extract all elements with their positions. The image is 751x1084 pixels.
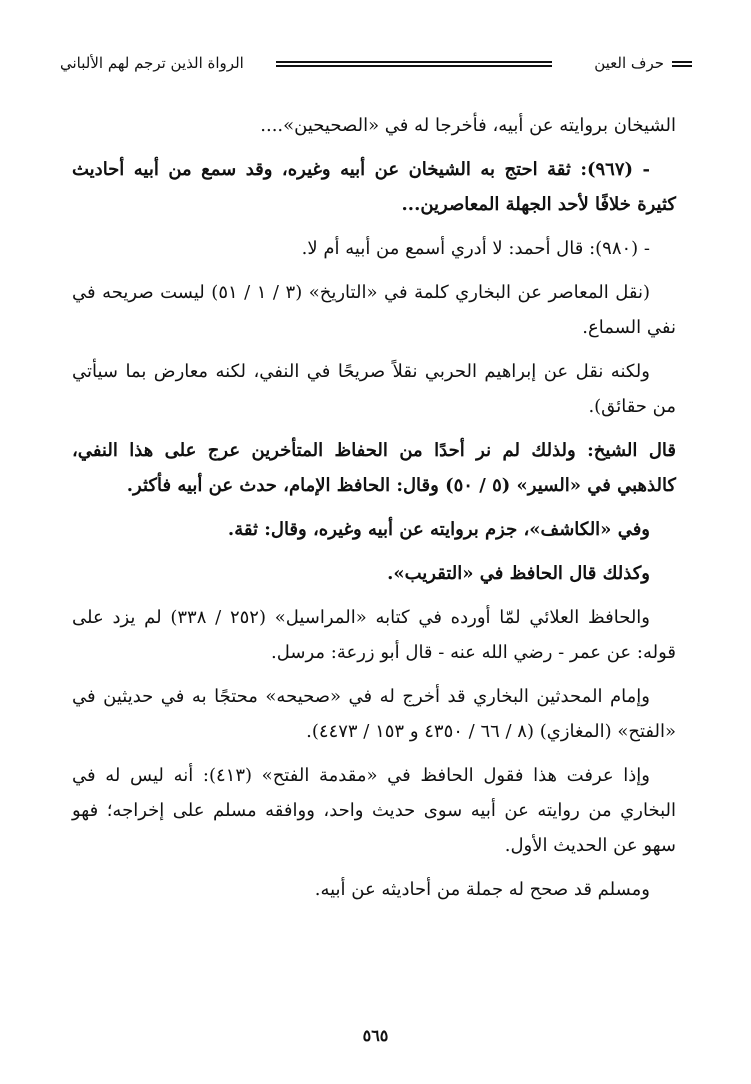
page-body	[72, 108, 676, 916]
paragraph-3: - (٩٨٠): قال أحمد: لا أدري أسمع من أبيه أم لا.	[301, 238, 650, 259]
paragraph-5: ولكنه نقل عن إبراهيم الحربي نقلاً صريحًا في النفي، لكنه معارض بما سيأتي من حقائق).	[72, 361, 676, 417]
header-rule	[276, 61, 552, 67]
running-header	[60, 52, 692, 78]
paragraph-7: وفي «الكاشف»، جزم بروايته عن أبيه وغيره، وقال: ثقة.	[227, 519, 650, 540]
paragraph-11: وإذا عرفت هذا فقول الحافظ في «مقدمة الفتح» (٤١٣): أنه ليس له في البخاري من روايته عن أبيه سوى حديث واحد، ووافقه مسلم على إخراجه؛ فهو سهو عن الحديث الأول.	[72, 765, 676, 856]
paragraph-9: والحافظ العلائي لمّا أورده في كتابه «المراسيل» (٢٥٢ / ٣٣٨) لم يزد على قوله: عن عمر - رضي الله عنه - قال أبو زرعة: مرسل.	[72, 607, 676, 663]
header-section-title: حرف العين	[594, 54, 664, 72]
header-topic-title: الرواة الذين ترجم لهم الألباني	[60, 54, 244, 72]
paragraph-1: الشيخان بروايته عن أبيه، فأخرجا له في «الصحيحين»....	[260, 115, 676, 136]
paragraph-12: ومسلم قد صحح له جملة من أحاديثه عن أبيه.	[314, 879, 650, 900]
paragraph-4: (نقل المعاصر عن البخاري كلمة في «التاريخ» (٣ / ١ / ٥١) ليست صريحه في نفي السماع.	[72, 282, 676, 338]
header-ornament	[672, 61, 692, 67]
paragraph-10: وإمام المحدثين البخاري قد أخرج له في «صحيحه» محتجًا به في حديثين في «الفتح» (المغازي) (٨ / ٦٦ / ٤٣٥٠ و ١٥٣ / ٤٤٧٣).	[72, 686, 676, 742]
paragraph-2: - (٩٦٧): ثقة احتج به الشيخان عن أبيه وغيره، وقد سمع من أبيه أحاديث كثيرة خلافًا لأحد الجهلة المعاصرين...	[72, 159, 676, 215]
page-number: ٥٦٥	[362, 1026, 389, 1045]
paragraph-8: وكذلك قال الحافظ في «التقريب».	[387, 563, 650, 584]
paragraph-6: قال الشيخ: ولذلك لم نر أحدًا من الحفاظ المتأخرين عرج على هذا النفي، كالذهبي في «السير» (٥ / ٥٠) وقال: الحافظ الإمام، حدث عن أبيه فأكثر.	[72, 440, 676, 496]
